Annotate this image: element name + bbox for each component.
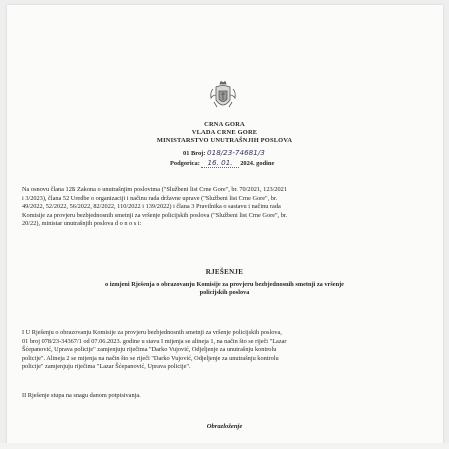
page-bottom-edge: [0, 443, 449, 449]
reference-number-row: [183, 148, 265, 157]
document-header: [0, 121, 449, 146]
date-handwritten: 16. 01.: [201, 158, 238, 168]
reference-number-handwritten: 018/23-74681/3: [207, 148, 265, 157]
section-two-paragraph: II Rješenje stupa na snagu danom potpisivanja.: [22, 392, 141, 399]
document-title: RJEŠENJE: [205, 268, 244, 276]
reference-label: 01 Broj:: [183, 150, 206, 157]
date-label: Podgorica:: [170, 160, 200, 167]
header-government: VLADA CRNE GORE: [191, 129, 258, 137]
header-ministry: MINISTARSTVO UNUTRAŠNJIH POSLOVA: [156, 137, 293, 145]
header-country: CRNA GORA: [204, 121, 245, 128]
montenegro-coat-of-arms-icon: [208, 80, 238, 114]
reasoning-heading: Obrazloženje: [206, 423, 243, 430]
date-row: [170, 158, 274, 168]
document-subtitle: o izmjeni Rješenja o obrazovanju Komisije za provjeru bezbjednosnih smetnji za vršenje policijskih poslova: [105, 281, 344, 297]
preamble-paragraph: Na osnovu člana 12Б Zakona o unutrašnjim poslovima ("Službeni list Crne Gore", br. 70/2021, 123/2021 i 3/2023), člana 52 Uredbe o organizaciji i načinu rada državne uprave ("Službeni list Crne Gore", br. 49/2022, 52/2022, 56/2022, 82/2022, 110/2022 i 139/2022) i člana 3 Pravilnika o sastavu i načinu rada Komisije za provjeru bezbjednosnih smetnji za vršenje policijskih poslova ("Službeni list Crne Gore", br. 20/22), ministar unutrašnjih poslova d o n o s i:: [22, 186, 288, 228]
section-one-paragraph: I U Rješenju o obrazovanju Komisije za provjeru bezbjednosnih smetnji za vršenje policijskih poslova, 01 broj 078/23-34367/1 od 07.06.2023. godine u stavu I mijenja se alineja 1, na način što se riječi "Lazar Šćepanović, Uprava policije" zamjenjuju riječima "Darko Vujović, Odjeljenje za unutrašnju kontrolu policije". Alineja 2 se mijenja na način što se riječi "Darko Vujović, Odjeljenje za unutrašnju kontrolu policije" zamjenjuju riječima "Lazar Šćepanović, Uprava policije".: [22, 329, 287, 371]
date-year: 2024. godine: [240, 160, 275, 167]
